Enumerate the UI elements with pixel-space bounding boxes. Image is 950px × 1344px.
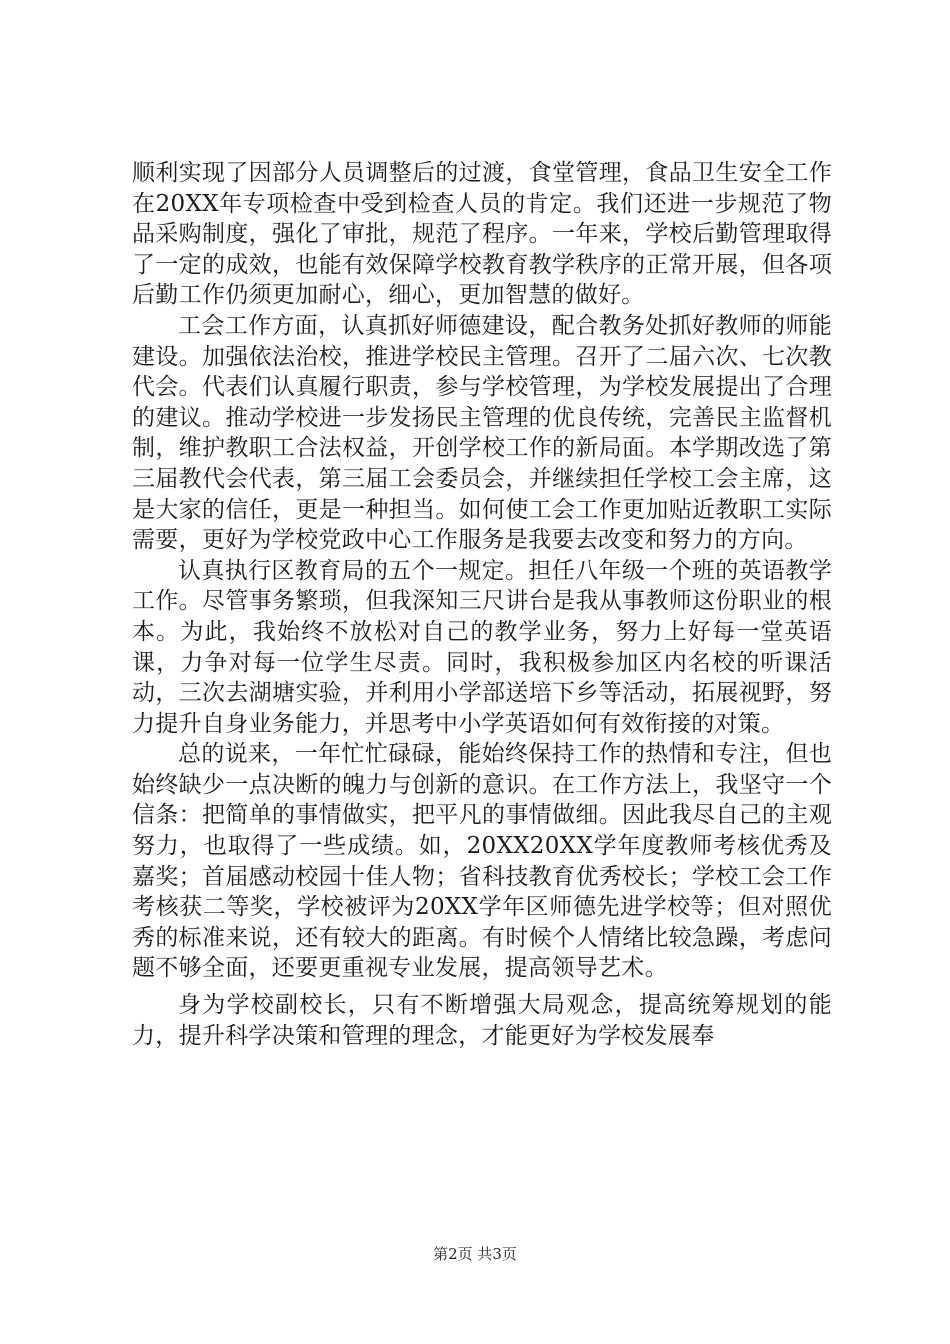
page-number-footer: 第2页 共3页 [433,1245,517,1263]
paragraph-continued: 顺利实现了因部分人员调整后的过渡，食堂管理，食品卫生安全工作在20XX年专项检查中受到检查人员的肯定。我们还进一步规范了物品采购制度，强化了审批，规范了程序。一年来，学校后勤管理取得了一定的成效，也能有效保障学校教育教学秩序的正常开展，但各项后勤工作仍须更加耐心，细心，更加智慧的做好。 [132,160,832,309]
paragraph-vice-principal: 身为学校副校长，只有不断增强大局观念，提高统筹规划的能力，提升科学决策和管理的理念，才能更好为学校发展奉 [132,992,832,1049]
paragraph-teaching: 认真执行区教育局的五个一规定。担任八年级一个班的英语教学工作。尽管事务繁琐，但我深知三尺讲台是我从事教师这份职业的根本。为此，我始终不放松对自己的教学业务，努力上好每一堂英语课，力争对每一位学生尽责。同时，我积极参加区内名校的听课活动，三次去湖塘实验，并利用小学部送培下乡等活动，拓展视野，努力提升自身业务能力，并思考中小学英语如何有效衔接的对策。 [132,557,832,737]
document-body [132,158,832,1051]
paragraph-union-work: 工会工作方面，认真抓好师德建设，配合教务处抓好教师的师能建设。加强依法治校，推进学校民主管理。召开了二届六次、七次教代会。代表们认真履行职责，参与学校管理，为学校发展提出了合理的建议。推动学校进一步发扬民主管理的优良传统，完善民主监督机制，维护教职工合法权益，开创学校工作的新局面。本学期改选了第三届教代会代表，第三届工会委员会，并继续担任学校工会主席，这是大家的信任，更是一种担当。如何使工会工作更加贴近教职工实际需要，更好为学校党政中心工作服务是我要去改变和努力的方向。 [132,312,832,554]
paragraph-summary: 总的说来，一年忙忙碌碌，能始终保持工作的热情和专注，但也始终缺少一点决断的魄力与创新的意识。在工作方法上，我坚守一个信条：把简单的事情做实，把平凡的事情做细。因此我尽自己的主观努力，也取得了一些成绩。如，20XX20XX学年度教师考核优秀及嘉奖；首届感动校园十佳人物；省科技教育优秀校长；学校工会工作考核获二等奖，学校被评为20XX学年区师德先进学校等；但对照优秀的标准来说，还有较大的距离。有时候个人情绪比较急躁，考虑问题不够全面，还要更重视专业发展，提高领导艺术。 [132,741,832,982]
